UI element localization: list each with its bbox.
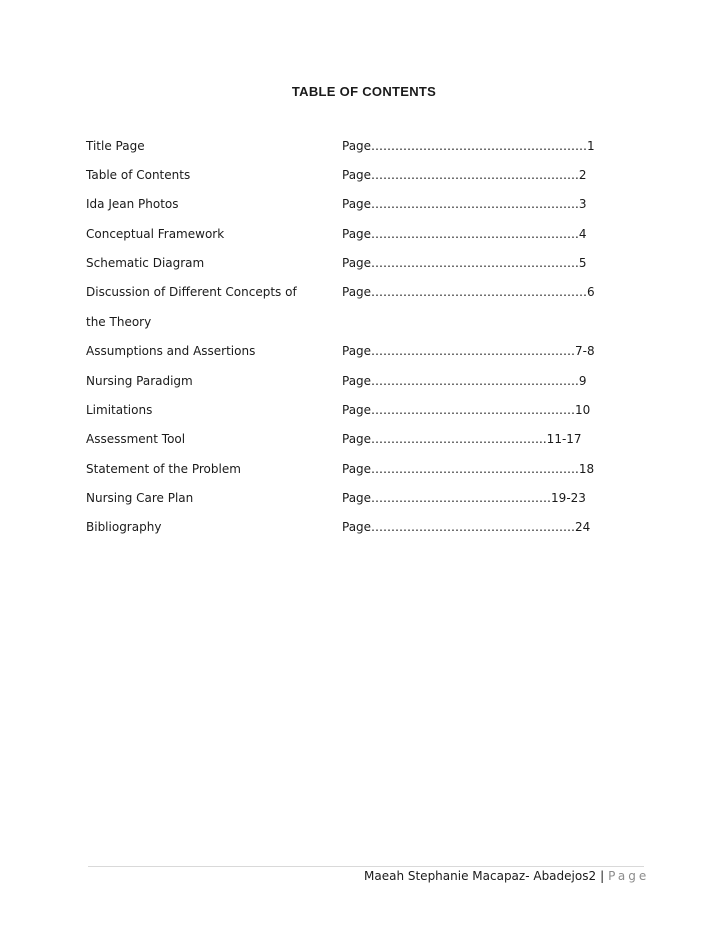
toc-entry-page: Page…………………………………………….5 [342,256,587,270]
toc-entry-label: Discussion of Different Concepts of [86,285,297,299]
toc-entry-label: Nursing Care Plan [86,491,194,505]
footer-page-label: Page [608,869,650,883]
toc-entry-label: Nursing Paradigm [86,374,193,388]
toc-row [0,344,728,362]
toc-entry-page: Page…………………………………………….18 [342,462,595,476]
toc-entry-label: Table of Contents [86,168,191,182]
toc-entry-page: Page…………………………………………….9 [342,374,587,388]
toc-entry-page: Page………………………………………19-23 [342,491,586,505]
page-footer [364,869,649,883]
toc-row [0,256,728,274]
toc-entry-label: the Theory [86,315,152,329]
toc-entry-label: Statement of the Problem [86,462,241,476]
toc-entry-label: Schematic Diagram [86,256,205,270]
toc-entry-page: Page…………………………………………….2 [342,168,587,182]
toc-entry-label: Assumptions and Assertions [86,344,256,358]
toc-row [0,403,728,421]
toc-entry-page: Page……………………………………………24 [342,520,591,534]
toc-entry-page: Page……………………………………………10 [342,403,591,417]
toc-row [0,197,728,215]
toc-row [0,285,728,303]
toc-entry-label: Title Page [86,139,145,153]
footer-author: Maeah Stephanie Macapaz- Abadejos2 [364,869,597,883]
toc-entry-label: Bibliography [86,520,162,534]
toc-entry-page: Page………………………………………………1 [342,139,595,153]
toc-row [0,227,728,245]
document-title: TABLE OF CONTENTS [291,84,437,99]
toc-entry-label: Ida Jean Photos [86,197,179,211]
toc-entry-page: Page…………………………………………….4 [342,227,587,241]
footer-divider [88,866,644,867]
toc-entry-label: Assessment Tool [86,432,186,446]
toc-row [0,491,728,509]
toc-row [0,462,728,480]
toc-row [0,139,728,157]
toc-row [0,374,728,392]
toc-row [0,432,728,450]
toc-entry-page: Page……………………………………………7-8 [342,344,595,358]
toc-row [0,168,728,186]
toc-row [0,315,728,333]
toc-entry-page: Page………………………………………………6 [342,285,595,299]
toc-entry-page: Page…………………………………………….3 [342,197,587,211]
footer-separator: | [600,869,605,883]
toc-entry-label: Conceptual Framework [86,227,225,241]
toc-entry-page: Page……………………………………..11-17 [342,432,582,446]
toc-row [0,520,728,538]
toc-entry-label: Limitations [86,403,153,417]
